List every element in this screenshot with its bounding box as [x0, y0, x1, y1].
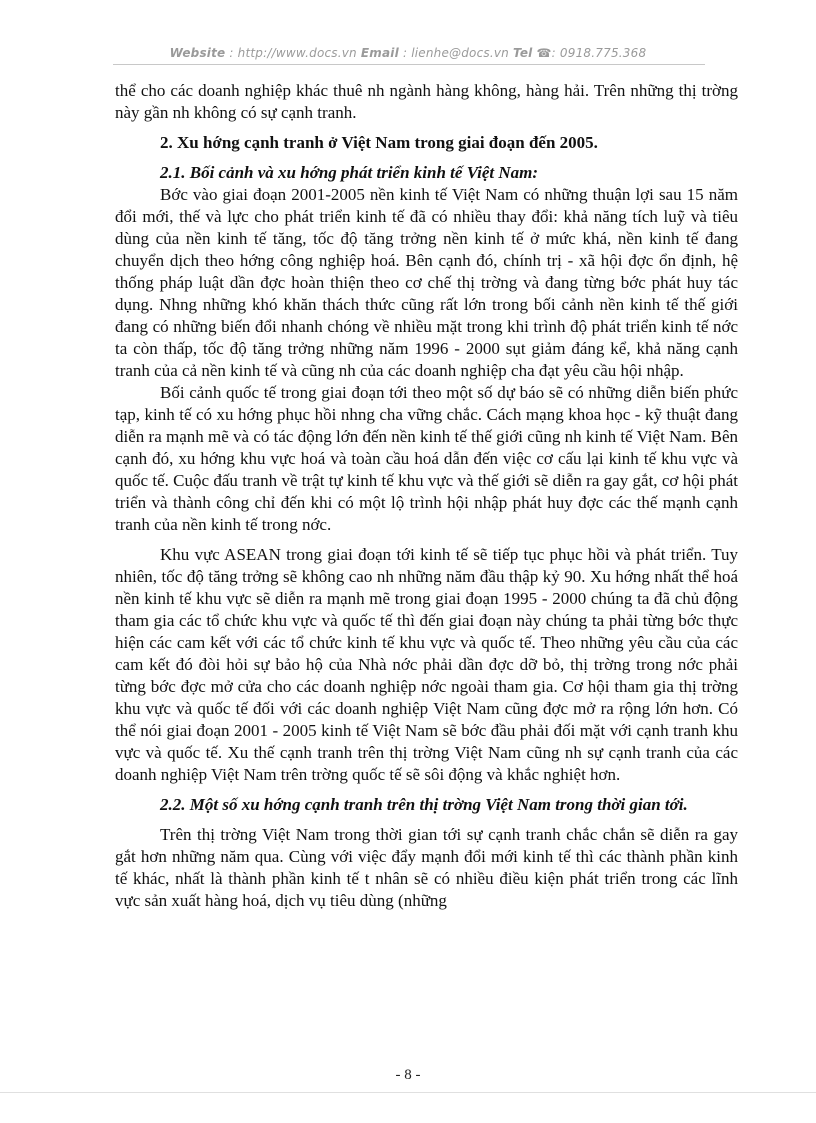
subsection-heading-2-1: 2.1. Bối cảnh và xu hớng phát triển kinh tế Việt Nam: — [160, 163, 538, 182]
document-body — [115, 80, 738, 912]
paragraph-4: Trên thị trờng Việt Nam trong thời gian tới sự cạnh tranh chắc chắn sẽ diễn ra gay gắt hơn những năm qua. Cùng với việc đẩy mạnh đổi mới kinh tế thì các thành phần kinh tế khác, nhất là thành phần kinh tế t nhân sẽ có nhiều điều kiện phát triển trong các lĩnh vực sản xuất hàng hoá, dịch vụ tiêu dùng (những — [115, 825, 738, 910]
tel-label: Tel — [513, 46, 533, 60]
footer-divider — [0, 1092, 816, 1093]
phone-icon: ☎ — [536, 46, 552, 60]
paragraph-2: Bối cảnh quốc tế trong giai đoạn tới theo một số dự báo sẽ có những diễn biến phức tạp, kinh tế có xu hớng phục hồi nhng cha vững chắc. Cách mạng khoa học - kỹ thuật đang diễn ra mạnh mẽ và có tác động lớn đến nền kinh tế thế giới cũng nh kinh tế Việt Nam. Bên cạnh đó, xu hớng khu vực hoá và toàn cầu hoá dẫn đến việc cơ cấu lại kinh tế khu vực và quốc tế. Cuộc đấu tranh về trật tự kinh tế khu vực và thế giới sẽ diễn ra gay gắt, cơ hội phát triển và thành công chỉ đến khi có một lộ trình hội nhập phát huy đợc các thế mạnh cạnh tranh của nền kinh tế trong nớc. — [115, 383, 738, 534]
header-divider — [113, 64, 705, 65]
intro-paragraph: thể cho các doanh nghiệp khác thuê nh ngành hàng không, hàng hải. Trên những thị trờng này gần nh không có sự cạnh tranh. — [115, 81, 738, 122]
email-label: Email — [360, 46, 399, 60]
page-number: - 8 - — [395, 1067, 421, 1083]
paragraph-1: Bớc vào giai đoạn 2001-2005 nền kinh tế Việt Nam có những thuận lợi sau 15 năm đổi mới, thế và lực cho phát triển kinh tế đã có nhiều thay đổi: khả năng tích luỹ và tiêu dùng của nền kinh tế tăng, tốc độ tăng trởng nền kinh tế ở mức khá, nền kinh tế đang chuyển dịch theo hớng công nghiệp hoá. Bên cạnh đó, chính trị - xã hội đợc ổn định, hệ thống pháp luật dần đợc hoàn thiện theo cơ chế thị trờng và đang từng bớc phát huy tác dụng. Nhng những khó khăn thách thức cũng rất lớn trong bối cảnh nền kinh tế thế giới đang có những biến đổi nhanh chóng về nhiều mặt trong khi trình độ phát triển kinh tế nớc ta còn thấp, tốc độ tăng trởng những năm 1996 - 2000 sụt giảm đáng kể, khả năng cạnh tranh của cả nền kinh tế và cũng nh của các doanh nghiệp cha đạt yêu cầu hội nhập. — [115, 185, 738, 380]
paragraph-3: Khu vực ASEAN trong giai đoạn tới kinh tế sẽ tiếp tục phục hồi và phát triển. Tuy nhiên, tốc độ tăng trởng sẽ không cao nh những năm đầu thập kỷ 90. Xu hớng nhất thể hoá nền kinh tế khu vực sẽ diễn ra mạnh mẽ trong giai đoạn 1995 - 2000 chúng ta đã chủ động tham gia các tổ chức khu vực và quốc tế thì đến giai đoạn này chúng ta phải từng bớc thực hiện các cam kết với các tổ chức kinh tế khu vực và quốc tế. Theo những yêu cầu của các cam kết đó đòi hỏi sự bảo hộ của Nhà nớc phải dần đợc dỡ bỏ, thị trờng trong nớc phải từng bớc đợc mở cửa cho các doanh nghiệp nớc ngoài tham gia. Cơ hội tham gia thị trờng khu vực và quốc tế đối với các doanh nghiệp Việt Nam cũng đợc mở ra rộng lớn hơn. Có thể nói giai đoạn 2001 - 2005 kinh tế Việt Nam sẽ bớc đầu phải đối mặt với cạnh tranh khu vực và quốc tế. Xu thế cạnh tranh trên thị trờng Việt Nam cũng nh sự cạnh tranh của các doanh nghiệp Việt Nam trên trờng quốc tế sẽ sôi động và khắc nghiệt hơn. — [115, 545, 738, 784]
email-value: : lienhe@docs.vn — [402, 46, 509, 60]
subsection-heading-2-2: 2.2. Một số xu hớng cạnh tranh trên thị trờng Việt Nam trong thời gian tới. — [160, 795, 688, 814]
tel-value: : 0918.775.368 — [551, 46, 647, 60]
page-header — [0, 46, 816, 60]
website-label: Website — [169, 46, 226, 60]
section-heading-2: 2. Xu hớng cạnh tranh ở Việt Nam trong giai đoạn đến 2005. — [160, 133, 598, 152]
website-value: : http://www.docs.vn — [229, 46, 357, 60]
